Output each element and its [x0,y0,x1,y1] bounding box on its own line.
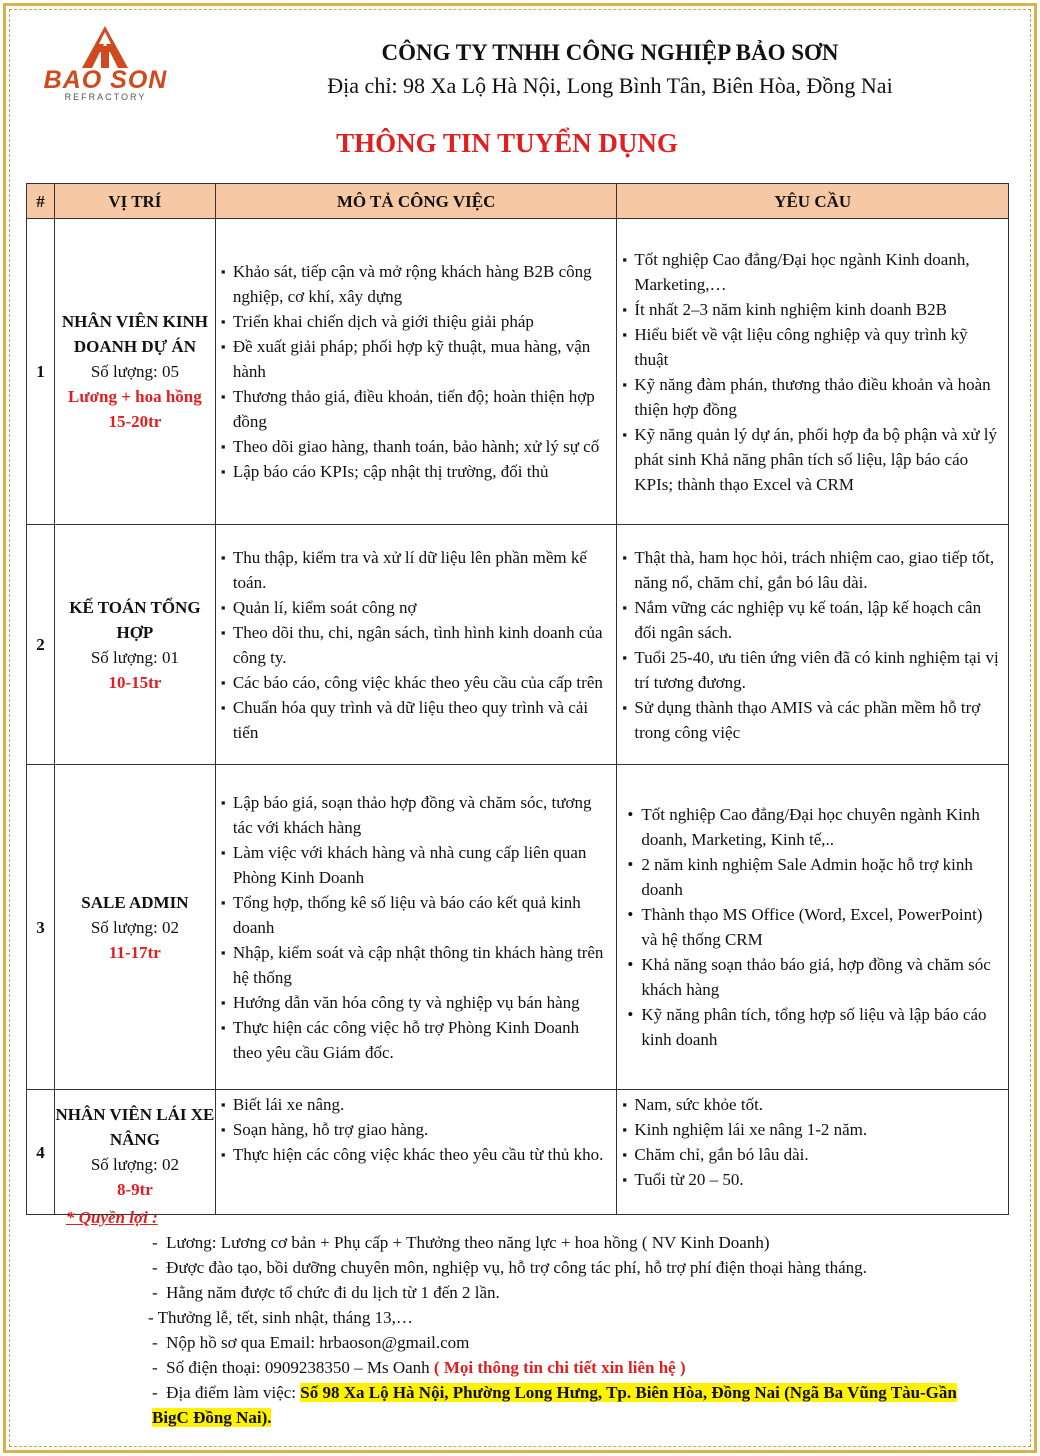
position-salary: 11-17tr [108,942,161,962]
list-item: ▪ Hiểu biết về vật liệu công nghiệp và quy trình kỹ thuật [621,322,1002,372]
col-header-description: MÔ TẢ CÔNG VIỆC [215,184,617,219]
benefits-section [66,1205,996,1430]
position-cell [54,765,215,1090]
location-label: Địa điểm làm việc: [166,1383,296,1402]
list-item: ▪ Tuổi từ 20 – 50. [621,1167,1002,1192]
benefit-location: - Địa điểm làm việc: Số 98 Xa Lộ Hà Nội, Phường Long Hưng, Tp. Biên Hòa, Đồng Nai (Ngã Ba Vũng Tàu-Gần BigC Đồng Nai). [152,1383,957,1427]
list-item: ▪ Soạn hàng, hỗ trợ giao hàng. [220,1117,611,1142]
list-item: • Tốt nghiệp Cao đẳng/Đại học chuyên ngành Kinh doanh, Marketing, Kinh tế,.. [621,802,1002,852]
list-item: ▪ Lập báo cáo KPIs; cập nhật thị trường, đối thủ [220,459,611,484]
benefits-title: * Quyền lợi : [66,1208,158,1227]
contact-phone[interactable]: Số điện thoại: 0909238350 – Ms Oanh [166,1358,430,1377]
position-quantity: Số lượng: 02 [90,1155,179,1174]
position-cell [54,1090,215,1215]
list-item: ▪ Khảo sát, tiếp cận và mở rộng khách hàng B2B công nghiệp, cơ khí, xây dựng [220,259,611,309]
logo-name: BAO SON [43,66,168,94]
list-item: ▪ Kỹ năng quản lý dự án, phối hợp đa bộ phận và xử lý phát sinh Khả năng phân tích số liệu, lập báo cáo KPIs; thành thạo Excel và CRM [621,422,1002,497]
list-item: ▪ Hướng dẫn văn hóa công ty và nghiệp vụ bán hàng [220,990,611,1015]
benefit-phone: - Số điện thoại: 0909238350 – Ms Oanh ( Mọi thông tin chi tiết xin liên hệ ) [152,1358,686,1377]
list-item: ▪ Lập báo giá, soạn thảo hợp đồng và chăm sóc, tương tác với khách hàng [220,790,611,840]
list-item: ▪ Triển khai chiến dịch và giới thiệu giải pháp [220,309,611,334]
contact-email[interactable]: Nộp hồ sơ qua Email: hrbaoson@gmail.com [166,1333,470,1352]
list-item: ▪ Kỹ năng đàm phán, thương thảo điều khoản và hoàn thiện hợp đồng [621,372,1002,422]
list-item: ▪ Nắm vững các nghiệp vụ kế toán, lập kế hoạch cân đối ngân sách. [621,595,1002,645]
list-item: ▪ Theo dõi giao hàng, thanh toán, bảo hành; xử lý sự cố [220,434,611,459]
requirements-cell [617,1090,1009,1215]
list-item: ▪ Đề xuất giải pháp; phối hợp kỹ thuật, mua hàng, vận hành [220,334,611,384]
benefit-travel-text: Hằng năm được tổ chức đi du lịch từ 1 đến 2 lần. [166,1283,500,1302]
logo-mark-icon [38,24,173,72]
list-item: ▪ Tốt nghiệp Cao đẳng/Đại học ngành Kinh doanh, Marketing,… [621,247,1002,297]
position-quantity: Số lượng: 05 [90,362,179,381]
list-item: • Khả năng soạn thảo báo giá, hợp đồng và chăm sóc khách hàng [621,952,1002,1002]
benefit-travel: - Hằng năm được tổ chức đi du lịch từ 1 đến 2 lần. [152,1283,500,1302]
col-header-requirements: YÊU CẦU [617,184,1009,219]
list-item: ▪ Sử dụng thành thạo AMIS và các phần mềm hỗ trợ trong công việc [621,695,1002,745]
table-row [27,765,1009,1090]
location-address: Số 98 Xa Lộ Hà Nội, Phường Long Hưng, Tp. Biên Hòa, Đồng Nai (Ngã Ba Vũng Tàu-Gần BigC Đồng Nai). [152,1383,957,1427]
contact-note: ( Mọi thông tin chi tiết xin liên hệ ) [433,1358,686,1377]
list-item: ▪ Chuẩn hóa quy trình và dữ liệu theo quy trình và cải tiến [220,695,611,745]
position-cell [54,525,215,765]
col-header-position: VỊ TRÍ [54,184,215,219]
list-item: ▪ Biết lái xe nâng. [220,1092,611,1117]
logo-sub: REFRACTORY [64,92,147,102]
benefit-training-text: Được đào tạo, bồi dưỡng chuyên môn, nghiệp vụ, hỗ trợ công tác phí, hỗ trợ phí điện thoại hàng tháng. [166,1258,867,1277]
table-row [27,525,1009,765]
list-item: ▪ Theo dõi thu, chi, ngân sách, tình hình kinh doanh của công ty. [220,620,611,670]
benefit-training: - Được đào tạo, bồi dưỡng chuyên môn, nghiệp vụ, hỗ trợ công tác phí, hỗ trợ phí điện thoại hàng tháng. [152,1258,867,1277]
benefit-salary-label: Lương: [166,1233,217,1252]
benefit-salary-text: Lương cơ bản + Phụ cấp + Thưởng theo năng lực + hoa hồng ( NV Kinh Doanh) [220,1233,770,1252]
benefit-email: - Nộp hồ sơ qua Email: hrbaoson@gmail.com [152,1333,470,1352]
list-item: ▪ Các báo cáo, công việc khác theo yêu cầu của cấp trên [220,670,611,695]
benefit-salary: - Lương: Lương cơ bản + Phụ cấp + Thưởng theo năng lực + hoa hồng ( NV Kinh Doanh) [152,1233,770,1252]
table-header-row [27,184,1009,219]
position-quantity: Số lượng: 01 [90,647,179,667]
description-cell [215,525,617,765]
description-cell [215,219,617,525]
list-item: ▪ Chăm chỉ, gắn bó lâu dài. [621,1142,1002,1167]
table-row [27,1090,1009,1215]
position-salary: 8-9tr [116,1180,153,1199]
requirements-cell [617,765,1009,1090]
description-cell [215,765,617,1090]
list-item: ▪ Thương thảo giá, điều khoản, tiến độ; hoàn thiện hợp đồng [220,384,611,434]
list-item: ▪ Làm việc với khách hàng và nhà cung cấp liên quan Phòng Kinh Doanh [220,840,611,890]
list-item: ▪ Thực hiện các công việc khác theo yêu cầu từ thủ kho. [220,1142,611,1167]
requirements-cell [617,219,1009,525]
list-item: ▪ Kinh nghiệm lái xe nâng 1-2 năm. [621,1117,1002,1142]
position-quantity: Số lượng: 02 [90,917,179,937]
list-item: ▪ Nhập, kiểm soát và cập nhật thông tin khách hàng trên hệ thống [220,940,611,990]
position-cell [54,219,215,525]
company-logo [38,24,173,104]
list-item: • Kỹ năng phân tích, tổng hợp số liệu và lập báo cáo kinh doanh [621,1002,1002,1052]
row-num: 1 [27,219,55,525]
page-title: THÔNG TIN TUYỂN DỤNG [336,128,678,158]
position-salary: Lương + hoa hồng 15-20tr [68,387,202,431]
col-header-num: # [27,184,55,219]
list-item: ▪ Tuổi 25-40, ưu tiên ứng viên đã có kinh nghiệm tại vị trí tương đương. [621,645,1002,695]
row-num: 3 [27,765,55,1090]
list-item: ▪ Thật thà, ham học hỏi, trách nhiệm cao, giao tiếp tốt, năng nổ, chăm chỉ, gắn bó lâu dài. [621,545,1002,595]
requirements-cell [617,525,1009,765]
row-num: 4 [27,1090,55,1215]
list-item: ▪ Quản lí, kiểm soát công nợ [220,595,611,620]
position-salary: 10-15tr [108,672,162,692]
position-name: KẾ TOÁN TỔNG HỢP [69,597,201,642]
list-item: ▪ Ít nhất 2–3 năm kinh nghiệm kinh doanh B2B [621,297,1002,322]
position-name: SALE ADMIN [81,892,189,912]
list-item: • 2 năm kinh nghiệm Sale Admin hoặc hỗ trợ kinh doanh [621,852,1002,902]
row-num: 2 [27,525,55,765]
company-address: Địa chỉ: 98 Xa Lộ Hà Nội, Long Bình Tân, Biên Hòa, Đồng Nai [327,73,893,98]
position-name: NHÂN VIÊN KINH DOANH DỰ ÁN [61,312,208,356]
benefit-bonus-text: Thưởng lễ, tết, sinh nhật, tháng 13,… [157,1308,413,1327]
list-item: ▪ Nam, sức khỏe tốt. [621,1092,1002,1117]
list-item: ▪ Thực hiện các công việc hỗ trợ Phòng Kinh Doanh theo yêu cầu Giám đốc. [220,1015,611,1065]
description-cell [215,1090,617,1215]
benefit-bonus: - Thưởng lễ, tết, sinh nhật, tháng 13,… [148,1308,413,1327]
table-row [27,219,1009,525]
list-item: ▪ Tổng hợp, thống kê số liệu và báo cáo kết quả kinh doanh [220,890,611,940]
list-item: • Thành thạo MS Office (Word, Excel, PowerPoint) và hệ thống CRM [621,902,1002,952]
position-name: NHÂN VIÊN LÁI XE NÂNG [55,1105,215,1149]
company-name: CÔNG TY TNHH CÔNG NGHIỆP BẢO SƠN [381,40,839,65]
list-item: ▪ Thu thập, kiểm tra và xử lí dữ liệu lên phần mềm kế toán. [220,545,611,595]
jobs-table [26,183,1009,1215]
